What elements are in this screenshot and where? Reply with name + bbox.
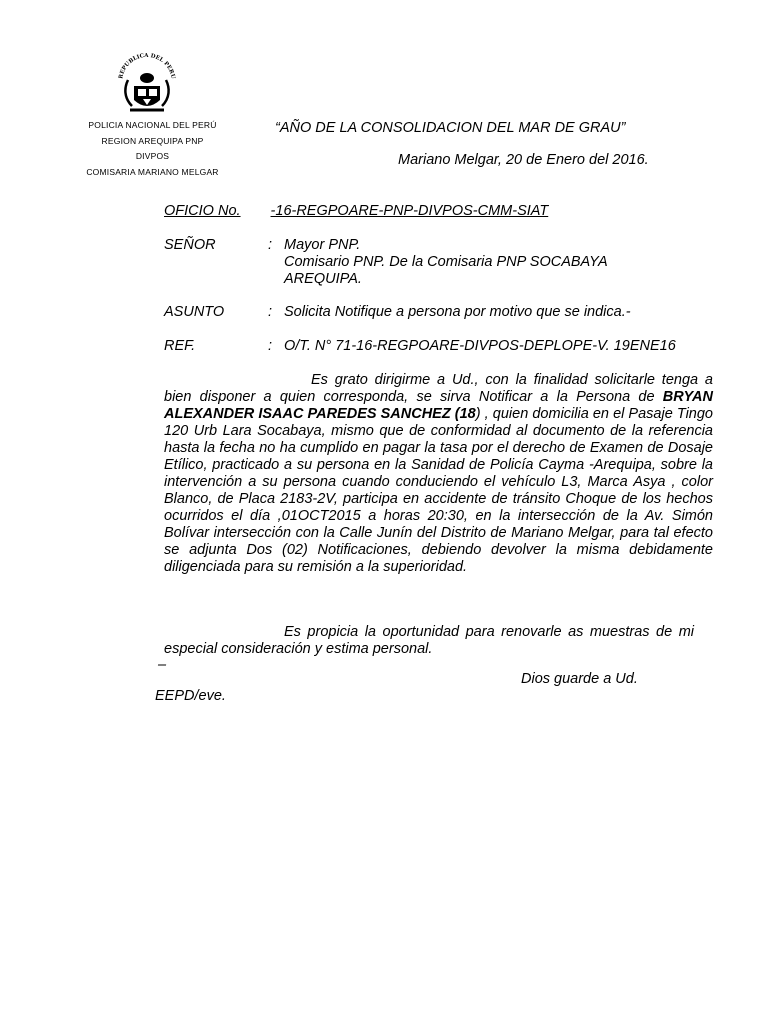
oficio-line [164, 203, 548, 220]
oficio-label: OFICIO No. [164, 203, 241, 219]
institution-line-1: POLICIA NACIONAL DEL PERÚ [88, 120, 217, 130]
senor-line-2: Comisario PNP. De la Comisaria PNP SOCABAYA [284, 254, 608, 270]
year-motto: “AÑO DE LA CONSOLIDACION DEL MAR DE GRAU” [275, 120, 626, 136]
closing-paragraph [164, 624, 694, 658]
institution-block [60, 118, 245, 180]
institution-line-3: DIVPOS [135, 151, 170, 161]
ref-colon: : [268, 338, 273, 354]
senor-label: SEÑOR [164, 237, 216, 253]
body-paragraph [164, 372, 713, 576]
asunto-label: ASUNTO [164, 304, 225, 320]
senor-line-3: AREQUIPA. [284, 271, 362, 287]
dash-mark: – [158, 657, 167, 673]
ref-label: REF. [164, 338, 196, 354]
senor-line-1: Mayor PNP. [284, 237, 361, 253]
emblem-arc-text: REPUBLICA DEL PERU [118, 52, 176, 80]
ref-text: O/T. N° 71-16-REGPOARE-DIVPOS-DEPLOPE-V. 19ENE16 [284, 338, 676, 354]
farewell: Dios guarde a Ud. [521, 671, 638, 687]
senor-colon: : [268, 237, 273, 253]
body-part-1: Es grato dirigirme a Ud., con la finalidad solicitarle tenga a bien disponer a quien corresponda, se sirva Notificar a la Persona de [164, 372, 713, 405]
place-date: Mariano Melgar, 20 de Enero del 2016. [398, 152, 649, 168]
asunto-text: Solicita Notifique a persona por motivo que se indica.- [284, 304, 631, 320]
body-part-2: ) , quien domicilia en el Pasaje Tingo 120 Urb Lara Socabaya, mismo que de conformidad al documento de la referencia hasta la fecha no ha cumplido en pagar la tasa por el derecho de Examen de Dosaje Etílico, practicado a su persona en la Sanidad de Policía Cayma -Arequipa, sobre la intervención a su persona cuando conduciendo el vehículo L3, Marca Asya , color Blanco, de Placa 2183-2V, participa en accidente de tránsito Choque de los hechos ocurridos el día ,01OCT2015 a horas 20:30, en la intersección de la Av. Simón Bolívar intersección con la Calle Junín del Distrito de Mariano Melgar, para tal efecto se adjunta Dos (02) Notificaciones, debiendo devolver la misma debidamente diligenciada para su remisión a la superioridad. [164, 406, 713, 575]
coat-of-arms-emblem [112, 52, 182, 118]
institution-line-4: COMISARIA MARIANO MELGAR [86, 166, 219, 177]
oficio-number: -16-REGPOARE-PNP-DIVPOS-CMM-SIAT [270, 203, 549, 219]
closing-text: Es propicia la oportunidad para renovarle as muestras de mi especial consideración y estima personal. [164, 624, 694, 657]
person-name: BRYAN ALEXANDER ISAAC PAREDES SANCHEZ (18 [164, 389, 713, 422]
institution-line-2: REGION AREQUIPA PNP [101, 135, 204, 146]
asunto-colon: : [268, 304, 273, 320]
initials: EEPD/eve. [155, 688, 226, 704]
